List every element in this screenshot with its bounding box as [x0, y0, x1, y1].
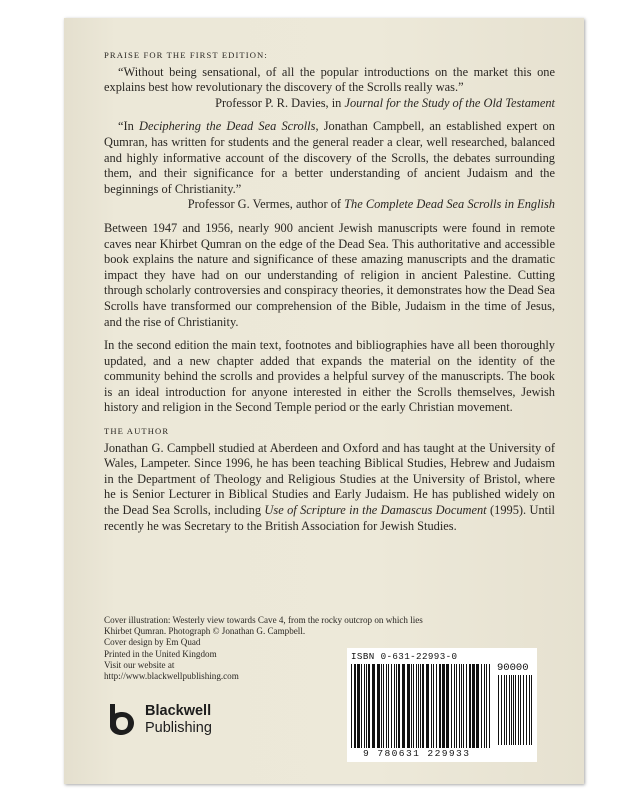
barcode-bar — [368, 664, 370, 748]
attribution-name-2: Professor G. Vermes, author of — [187, 197, 345, 212]
barcode-bar — [526, 675, 527, 745]
barcode-bar — [456, 664, 457, 748]
barcode-bar — [413, 664, 414, 748]
barcode-bar — [476, 664, 479, 748]
barcode-bar — [523, 675, 524, 745]
barcode-bar — [498, 675, 499, 745]
publisher-name-line-2: Publishing — [145, 720, 212, 736]
praise-quote-2 — [104, 119, 555, 197]
barcode-bar — [364, 664, 365, 748]
barcode-bar — [422, 664, 424, 748]
barcode-bar — [411, 664, 412, 748]
attribution-source-2: The Complete Dead Sea Scrolls in English — [344, 197, 555, 212]
price-code: 90000 — [497, 662, 529, 674]
barcode-bar — [520, 675, 521, 745]
publisher-logo — [104, 698, 244, 744]
publisher-name-line-1: Blackwell — [145, 703, 212, 719]
barcode-bar — [416, 664, 417, 748]
quote-2-open: “In — [118, 119, 139, 134]
author-bio-part-1: Jonathan G. Campbell studied at Aberdeen and Oxford and has taught at the University of Wales, Lampeter. Since 1996, he has been teaching Biblical Studies, Hebrew and Judaism in the Department of Theology and Religious Studies at the University of Bristol, where he is Senior Lecturer in Biblical Studies and Early Judaism. He has published widely on the Dead Sea Scrolls, including — [104, 440, 555, 518]
credit-line-5: Visit our website at — [104, 659, 175, 670]
author-bio-title: Use of Scripture in the Damascus Document — [264, 503, 487, 518]
barcode-bar — [509, 675, 510, 745]
ean-number: 9 780631 229933 — [363, 748, 471, 759]
praise-heading: PRAISE FOR THE FIRST EDITION: — [104, 50, 268, 60]
quote-2-body: , Jonathan Campbell, an established expert on Qumran, has written for students and the general reader a clear, well researched, balanced and highly informative account of the discovery of the Scrolls, the debates surrounding them, and their significance for a better understanding of ancient Judaism and the beginnings of Christianity.” — [104, 119, 555, 196]
credit-line-1: Cover illustration: Westerly view towards Cave 4, from the rocky outcrop on which lies — [104, 615, 423, 625]
barcode-bar — [459, 664, 460, 748]
barcode-bar — [388, 664, 389, 748]
barcode-bar — [442, 664, 445, 748]
barcode-bar — [481, 664, 482, 748]
barcode-bar — [446, 664, 449, 748]
barcode-bar — [439, 664, 441, 748]
credit-line-3: Cover design by Em Quad — [104, 637, 201, 648]
attribution-source-1: Journal for the Study of the Old Testament — [344, 95, 555, 110]
barcode-bar — [431, 664, 432, 748]
barcode-bar — [436, 664, 437, 748]
addon-barcode — [498, 675, 534, 745]
barcode-bar — [515, 675, 516, 745]
barcode-bar — [463, 664, 464, 748]
description-paragraph-2: In the second edition the main text, footnotes and bibliographies have all been thoroughly updated, and a new chapter added that expands the material on the identity of the community behind the scrolls and provides a helpful survey of the manuscripts. The book is an ideal introduction for anyone interested in either the Scrolls themselves, Jewish history and religion in the Second Temple period or the early Christian movement. — [104, 338, 555, 415]
praise-quote-1: “Without being sensational, of all the popular introductions on the market this one explains best how revolutionary the discovery of the Scrolls really was.” — [104, 64, 555, 95]
barcode-bar — [531, 675, 532, 745]
barcode-bar — [454, 664, 455, 748]
quote-2-title: Deciphering the Dead Sea Scrolls — [139, 119, 316, 134]
book-back-cover — [64, 18, 584, 784]
barcode-bar — [472, 664, 475, 748]
cover-text — [104, 48, 555, 534]
credit-line-4: Printed in the United Kingdom — [104, 648, 217, 659]
description-paragraph-1: Between 1947 and 1956, nearly 900 ancient Jewish manuscripts were found in remote caves near Khirbet Qumran on the edge of the Dead Sea. This authoritative and accessible book explains the nature and significance of these amazing manuscripts and the dramatic impact they have had on our understanding of religion in ancient Palestine. Cutting through scholarly controversies and conspiracy theories, it demonstrates how the Dead Sea Scrolls have transformed our comprehension of the Bible, Judaism in the time of Jesus, and the rise of Christianity. — [104, 220, 555, 329]
barcode-bar — [377, 664, 380, 748]
barcode-bar — [372, 664, 375, 748]
barcode-bar — [420, 664, 421, 748]
barcode-bar — [398, 664, 400, 748]
barcode-bar — [484, 664, 485, 748]
barcode-bar — [513, 675, 514, 745]
publisher-name — [145, 703, 212, 737]
barcode-bar — [418, 664, 419, 748]
barcode-bar — [386, 664, 387, 748]
barcode-bar — [486, 664, 487, 748]
barcode-bar — [433, 664, 434, 748]
praise-attribution-1 — [104, 96, 555, 112]
barcode-label — [347, 648, 537, 762]
author-bio — [104, 441, 555, 535]
barcode-bar — [391, 664, 392, 748]
barcode-bar — [381, 664, 382, 748]
author-bio-part-2: (1995). Until recently he was Secretary to the British Association for Jewish Studies. — [104, 503, 555, 533]
barcode-bar — [451, 664, 452, 748]
barcode-bar — [466, 664, 467, 748]
barcode-bar — [511, 675, 512, 745]
barcode-bar — [361, 664, 362, 748]
ean-barcode — [351, 664, 491, 748]
website-link[interactable]: http://www.blackwellpublishing.com — [104, 671, 239, 682]
barcode-bar — [394, 664, 395, 748]
barcode-bar — [461, 664, 462, 748]
barcode-bar — [426, 664, 429, 748]
barcode-bar — [506, 675, 507, 745]
author-heading: THE AUTHOR — [104, 426, 170, 437]
barcode-bar — [357, 664, 360, 748]
barcode-bar — [366, 664, 367, 748]
barcode-bar — [351, 664, 352, 748]
blackwell-b-icon — [104, 702, 140, 738]
barcode-bar — [501, 675, 502, 745]
barcode-bar — [489, 664, 490, 748]
attribution-name-1: Professor P. R. Davies, in — [215, 95, 345, 110]
barcode-bar — [518, 675, 519, 745]
credit-line-2: Khirbet Qumran. Photograph © Jonathan G. Campbell. — [104, 626, 306, 637]
barcode-bar — [529, 675, 530, 745]
barcode-bar — [354, 664, 356, 748]
barcode-bar — [383, 664, 384, 748]
barcode-bar — [402, 664, 405, 748]
isbn-text: ISBN 0-631-22993-0 — [351, 651, 458, 662]
praise-attribution-2 — [104, 197, 555, 213]
barcode-bar — [469, 664, 471, 748]
barcode-bar — [504, 675, 505, 745]
barcode-bar — [396, 664, 397, 748]
barcode-bar — [407, 664, 410, 748]
